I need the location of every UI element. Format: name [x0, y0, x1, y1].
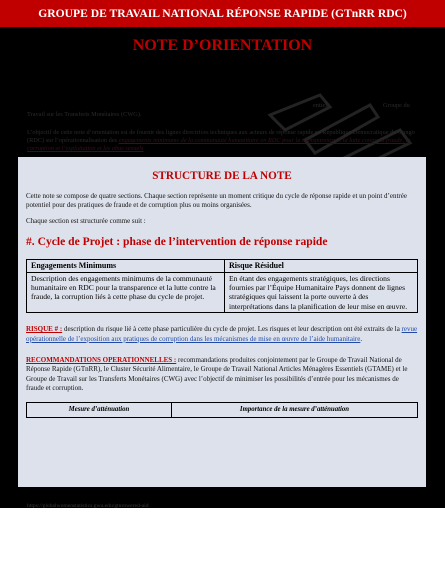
recommendations-label: RECOMMANDATIONS OPERATIONNELLES :	[26, 356, 177, 365]
table-header-row	[27, 402, 418, 417]
table-header-cell: Engagements Minimums	[27, 260, 225, 272]
background-line-cwg: Travail sur les Transferts Monétaires (CWG).	[27, 111, 142, 118]
structure-overlay-box	[18, 157, 426, 487]
overlay-intro: Cette note se compose de quatre sections. Chaque section représente un moment critique du cycle de réponse rapide et un point d’entrée potentiel pour des pratiques de fraude et de corruption plus ou moins organisées.	[26, 192, 407, 210]
table-header-cell: Risque Résiduel	[225, 260, 418, 272]
table-row	[27, 272, 418, 313]
background-fragment-right: Groupe du	[383, 102, 410, 109]
mitigation-table	[26, 402, 418, 418]
risk-paragraph	[26, 325, 418, 344]
risk-text: description du risque lié à cette phase particulière du cycle de projet. Les risques et leur description ont été extraits de la	[62, 325, 402, 334]
table-cell: Description des engagements minimums de la communauté humanitaire en RDC pour la transparence et la lutte contre la fraude, la corruption liés à cette phase du cycle de projet.	[27, 272, 225, 313]
section-heading: #. Cycle de Projet : phase de l’intervention de réponse rapide	[26, 235, 328, 249]
risk-end: .	[360, 334, 363, 343]
overlay-structure-line: Chaque section est structurée comme suit :	[26, 216, 146, 225]
recommendations-text: recommandations produites conjointement par le Groupe de Travail National de Réponse Rapide (GTnRR), le Cluster Sécurité Alimentaire, le Groupe de Travail National Articles Ménagères Essentiels (GTAME) et le Groupe de Travail sur les Transferts Monétaires (CWG) avec l’objectif de minimiser les possibilités d’entrée pour les mécanismes de fraude et corruption.	[26, 356, 408, 393]
commitments-table	[26, 259, 418, 313]
table-header-cell: Mesure d’atténuation	[27, 402, 172, 417]
table-cell: En étant des engagements stratégiques, les directions fournies par l’Équipe Humanitaire Pays donnent de lignes stratégiques qui laissent la porte ouverte à des interprétations dans la planification de leur mise en œuvre.	[225, 272, 418, 313]
background-fragment-left: entiel	[313, 102, 327, 109]
table-header-row	[27, 260, 418, 272]
background-paragraph	[27, 129, 422, 153]
header-banner: GROUPE DE TRAVAIL NATIONAL RÉPONSE RAPIDE (GTnRR RDC)	[0, 0, 445, 27]
table-header-cell: Importance de la mesure d’atténuation	[171, 402, 417, 417]
risk-label: RISQUE # :	[26, 325, 63, 334]
note-title: NOTE D’ORIENTATION	[132, 37, 313, 54]
background-paragraph-a: L’objectif de cette note d’orientation est de fournir des lignes directrices techniques aux acteurs de réponse rapide en République Démocratique du Congo (RDC) sur l’opérationnalisation des	[27, 129, 415, 144]
overlay-title: STRUCTURE DE LA NOTE	[152, 170, 292, 182]
background-paragraph-link[interactable]: engagements minimums de la communauté humanitaire en RDC pour la transparence et la lutte contre la fraude, la corruption et l’exploitation et les abus sexuels	[27, 137, 411, 152]
operational-review-link[interactable]: revue opérationnelle de l’exposition aux pratiques de corruption dans les mécanismes de mise en œuvre de l’aide humanitaire	[26, 325, 418, 343]
footer-url[interactable]: https://globalwomenstatistics.gwu.edu/gtnrowered-aid	[27, 503, 149, 509]
recommendations-paragraph	[26, 356, 418, 394]
